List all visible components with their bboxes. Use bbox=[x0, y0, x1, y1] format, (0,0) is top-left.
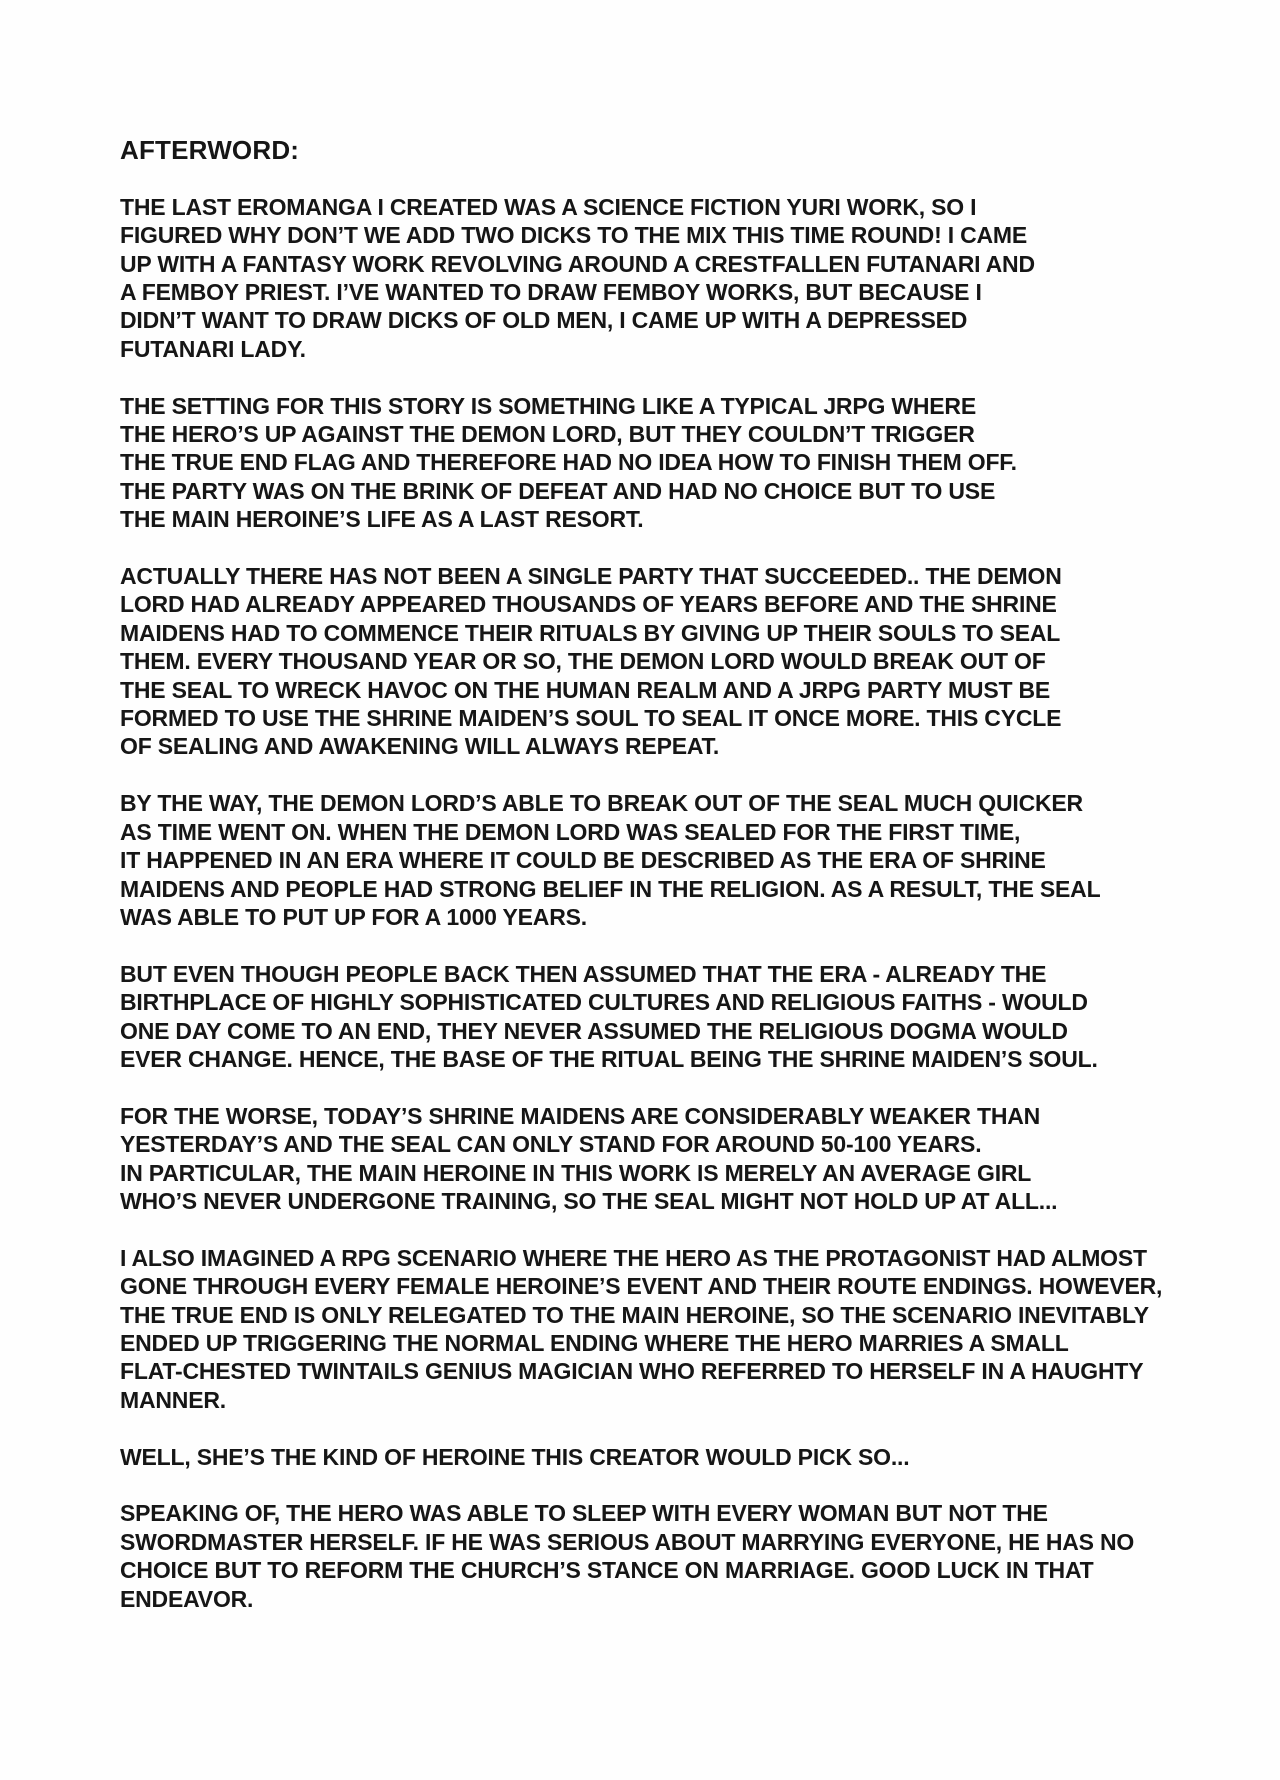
text-line: I ALSO IMAGINED A RPG SCENARIO WHERE THE HERO AS THE PROTAGONIST HAD ALMOST bbox=[120, 1244, 1147, 1271]
text-line: ACTUALLY THERE HAS NOT BEEN A SINGLE PARTY THAT SUCCEEDED.. THE DEMON bbox=[120, 563, 1062, 590]
text-line: ENDED UP TRIGGERING THE NORMAL ENDING WHERE THE HERO MARRIES A SMALL bbox=[120, 1329, 1069, 1356]
paragraph bbox=[120, 1443, 1190, 1471]
text-line: ONE DAY COME TO AN END, THEY NEVER ASSUMED THE RELIGIOUS DOGMA WOULD bbox=[120, 1017, 1068, 1044]
paragraph bbox=[120, 960, 1190, 1074]
text-line: THE HERO’S UP AGAINST THE DEMON LORD, BUT THEY COULDN’T TRIGGER bbox=[120, 421, 975, 448]
text-line: THE MAIN HEROINE’S LIFE AS A LAST RESORT. bbox=[120, 506, 644, 533]
paragraph bbox=[120, 789, 1190, 931]
text-line: THE PARTY WAS ON THE BRINK OF DEFEAT AND HAD NO CHOICE BUT TO USE bbox=[120, 477, 996, 504]
text-line: FORMED TO USE THE SHRINE MAIDEN’S SOUL TO SEAL IT ONCE MORE. THIS CYCLE bbox=[120, 705, 1062, 732]
text-line: FLAT-CHESTED TWINTAILS GENIUS MAGICIAN WHO REFERRED TO HERSELF IN A HAUGHTY bbox=[120, 1358, 1144, 1385]
text-line: EVER CHANGE. HENCE, THE BASE OF THE RITUAL BEING THE SHRINE MAIDEN’S SOUL. bbox=[120, 1045, 1098, 1072]
text-line: LORD HAD ALREADY APPEARED THOUSANDS OF YEARS BEFORE AND THE SHRINE bbox=[120, 591, 1057, 618]
paragraph bbox=[120, 392, 1190, 534]
text-line: BUT EVEN THOUGH PEOPLE BACK THEN ASSUMED THAT THE ERA - ALREADY THE bbox=[120, 960, 1047, 987]
text-line: BY THE WAY, THE DEMON LORD’S ABLE TO BREAK OUT OF THE SEAL MUCH QUICKER bbox=[120, 790, 1083, 817]
text-line: THE TRUE END IS ONLY RELEGATED TO THE MAIN HEROINE, SO THE SCENARIO INEVITABLY bbox=[120, 1301, 1149, 1328]
text-line: SPEAKING OF, THE HERO WAS ABLE TO SLEEP WITH EVERY WOMAN BUT NOT THE bbox=[120, 1500, 1048, 1527]
text-line: FUTANARI LADY. bbox=[120, 335, 306, 362]
text-line: FOR THE WORSE, TODAY’S SHRINE MAIDENS ARE CONSIDERABLY WEAKER THAN bbox=[120, 1102, 1041, 1129]
text-line: THE SEAL TO WRECK HAVOC ON THE HUMAN REALM AND A JRPG PARTY MUST BE bbox=[120, 676, 1051, 703]
paragraphs bbox=[120, 193, 1190, 1613]
paragraph bbox=[120, 1102, 1190, 1216]
text-line: WAS ABLE TO PUT UP FOR A 1000 YEARS. bbox=[120, 903, 587, 930]
text-line: WELL, SHE’S THE KIND OF HEROINE THIS CREATOR WOULD PICK SO... bbox=[120, 1443, 910, 1470]
text-line: THE LAST EROMANGA I CREATED WAS A SCIENCE FICTION YURI WORK, SO I bbox=[120, 193, 977, 220]
text-line: SWORDMASTER HERSELF. IF HE WAS SERIOUS ABOUT MARRYING EVERYONE, HE HAS NO bbox=[120, 1528, 1135, 1555]
text-line: IN PARTICULAR, THE MAIN HEROINE IN THIS WORK IS MERELY AN AVERAGE GIRL bbox=[120, 1159, 1032, 1186]
text-line: YESTERDAY’S AND THE SEAL CAN ONLY STAND FOR AROUND 50-100 YEARS. bbox=[120, 1131, 982, 1158]
text-line: CHOICE BUT TO REFORM THE CHURCH’S STANCE ON MARRIAGE. GOOD LUCK IN THAT bbox=[120, 1557, 1094, 1584]
text-line: BIRTHPLACE OF HIGHLY SOPHISTICATED CULTURES AND RELIGIOUS FAITHS - WOULD bbox=[120, 989, 1088, 1016]
page-title: AFTERWORD: bbox=[120, 135, 300, 165]
text-line: GONE THROUGH EVERY FEMALE HEROINE’S EVENT AND THEIR ROUTE ENDINGS. HOWEVER, bbox=[120, 1273, 1163, 1300]
text-line: MAIDENS HAD TO COMMENCE THEIR RITUALS BY GIVING UP THEIR SOULS TO SEAL bbox=[120, 619, 1061, 646]
paragraph bbox=[120, 193, 1190, 363]
text-line: DIDN’T WANT TO DRAW DICKS OF OLD MEN, I CAME UP WITH A DEPRESSED bbox=[120, 307, 968, 334]
afterword-text-block bbox=[120, 136, 1190, 1613]
paragraph bbox=[120, 562, 1190, 761]
text-line: THE TRUE END FLAG AND THEREFORE HAD NO IDEA HOW TO FINISH THEM OFF. bbox=[120, 449, 1017, 476]
text-line: MAIDENS AND PEOPLE HAD STRONG BELIEF IN THE RELIGION. AS A RESULT, THE SEAL bbox=[120, 875, 1101, 902]
text-line: MANNER. bbox=[120, 1386, 226, 1413]
text-line: UP WITH A FANTASY WORK REVOLVING AROUND A CRESTFALLEN FUTANARI AND bbox=[120, 250, 1035, 277]
text-line: AS TIME WENT ON. WHEN THE DEMON LORD WAS SEALED FOR THE FIRST TIME, bbox=[120, 818, 1021, 845]
text-line: A FEMBOY PRIEST. I’VE WANTED TO DRAW FEMBOY WORKS, BUT BECAUSE I bbox=[120, 279, 982, 306]
text-line: WHO’S NEVER UNDERGONE TRAINING, SO THE SEAL MIGHT NOT HOLD UP AT ALL... bbox=[120, 1187, 1058, 1214]
paragraph bbox=[120, 1244, 1190, 1414]
text-line: THEM. EVERY THOUSAND YEAR OR SO, THE DEMON LORD WOULD BREAK OUT OF bbox=[120, 648, 1046, 675]
text-line: OF SEALING AND AWAKENING WILL ALWAYS REPEAT. bbox=[120, 733, 720, 760]
text-line: FIGURED WHY DON’T WE ADD TWO DICKS TO THE MIX THIS TIME ROUND! I CAME bbox=[120, 222, 1028, 249]
text-line: THE SETTING FOR THIS STORY IS SOMETHING LIKE A TYPICAL JRPG WHERE bbox=[120, 392, 976, 419]
text-line: IT HAPPENED IN AN ERA WHERE IT COULD BE DESCRIBED AS THE ERA OF SHRINE bbox=[120, 847, 1046, 874]
paragraph bbox=[120, 1499, 1190, 1613]
text-line: ENDEAVOR. bbox=[120, 1585, 254, 1612]
